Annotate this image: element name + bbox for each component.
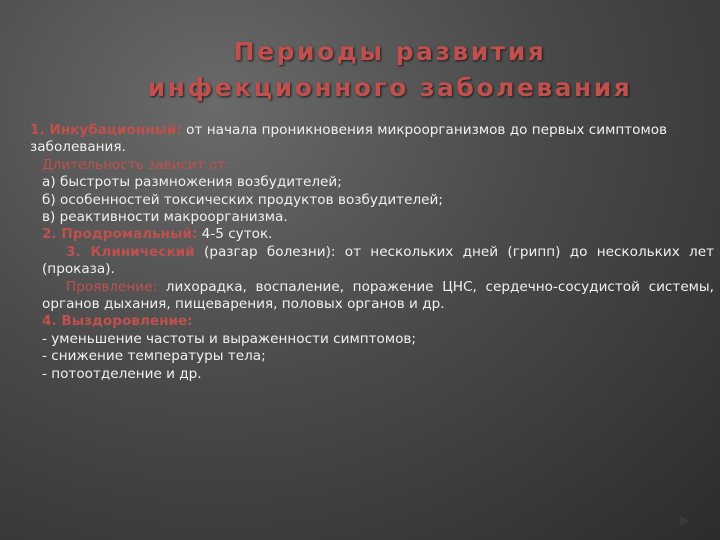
clinical-paragraph <box>30 244 714 279</box>
prodromal-label: 2. Продромальный: <box>42 226 198 243</box>
recovery-item-3: - потоотделение и др. <box>42 365 202 382</box>
factor-c: в) реактивности макроорганизма. <box>42 209 288 226</box>
recovery-item-1: - уменьшение частоты и выраженности симптомов; <box>42 330 417 347</box>
factor-b: б) особенностей токсических продуктов возбудителей; <box>42 191 443 208</box>
incubation-text: от начала проникновения микроорганизмов до первых симптомов заболевания. <box>30 122 668 156</box>
triangle-right-icon[interactable] <box>680 515 689 527</box>
slide-body <box>30 122 714 383</box>
prodromal-paragraph <box>30 226 714 243</box>
recovery-item-2: - снижение температуры тела; <box>42 348 266 365</box>
title-line-2: инфекционного заболевания <box>147 73 633 102</box>
incubation-label: 1. Инкубационный: <box>30 122 182 138</box>
manifest-paragraph <box>30 279 714 314</box>
clinical-text: (разгар болезни): от нескольких дней (грипп) до нескольких лет (проказа). <box>42 243 714 278</box>
prodromal-text: 4-5 суток. <box>197 226 273 243</box>
duration-label: Длительность зависит от: <box>42 156 230 173</box>
recovery-label: 4. Выздоровление: <box>42 313 193 330</box>
manifest-label: Проявление: <box>66 278 158 295</box>
slide-title <box>110 34 670 106</box>
factor-a: а) быстроты размножения возбудителей; <box>42 174 342 191</box>
incubation-paragraph <box>30 122 714 157</box>
recovery-paragraph <box>30 313 714 330</box>
manifest-text: лихорадка, воспаление, поражение ЦНС, сердечно-сосудистой системы, органов дыхания, пищеварения, половых органов и др. <box>42 278 714 313</box>
clinical-label: 3. Клинический <box>66 243 195 260</box>
title-line-1: Периоды развития <box>233 37 547 66</box>
